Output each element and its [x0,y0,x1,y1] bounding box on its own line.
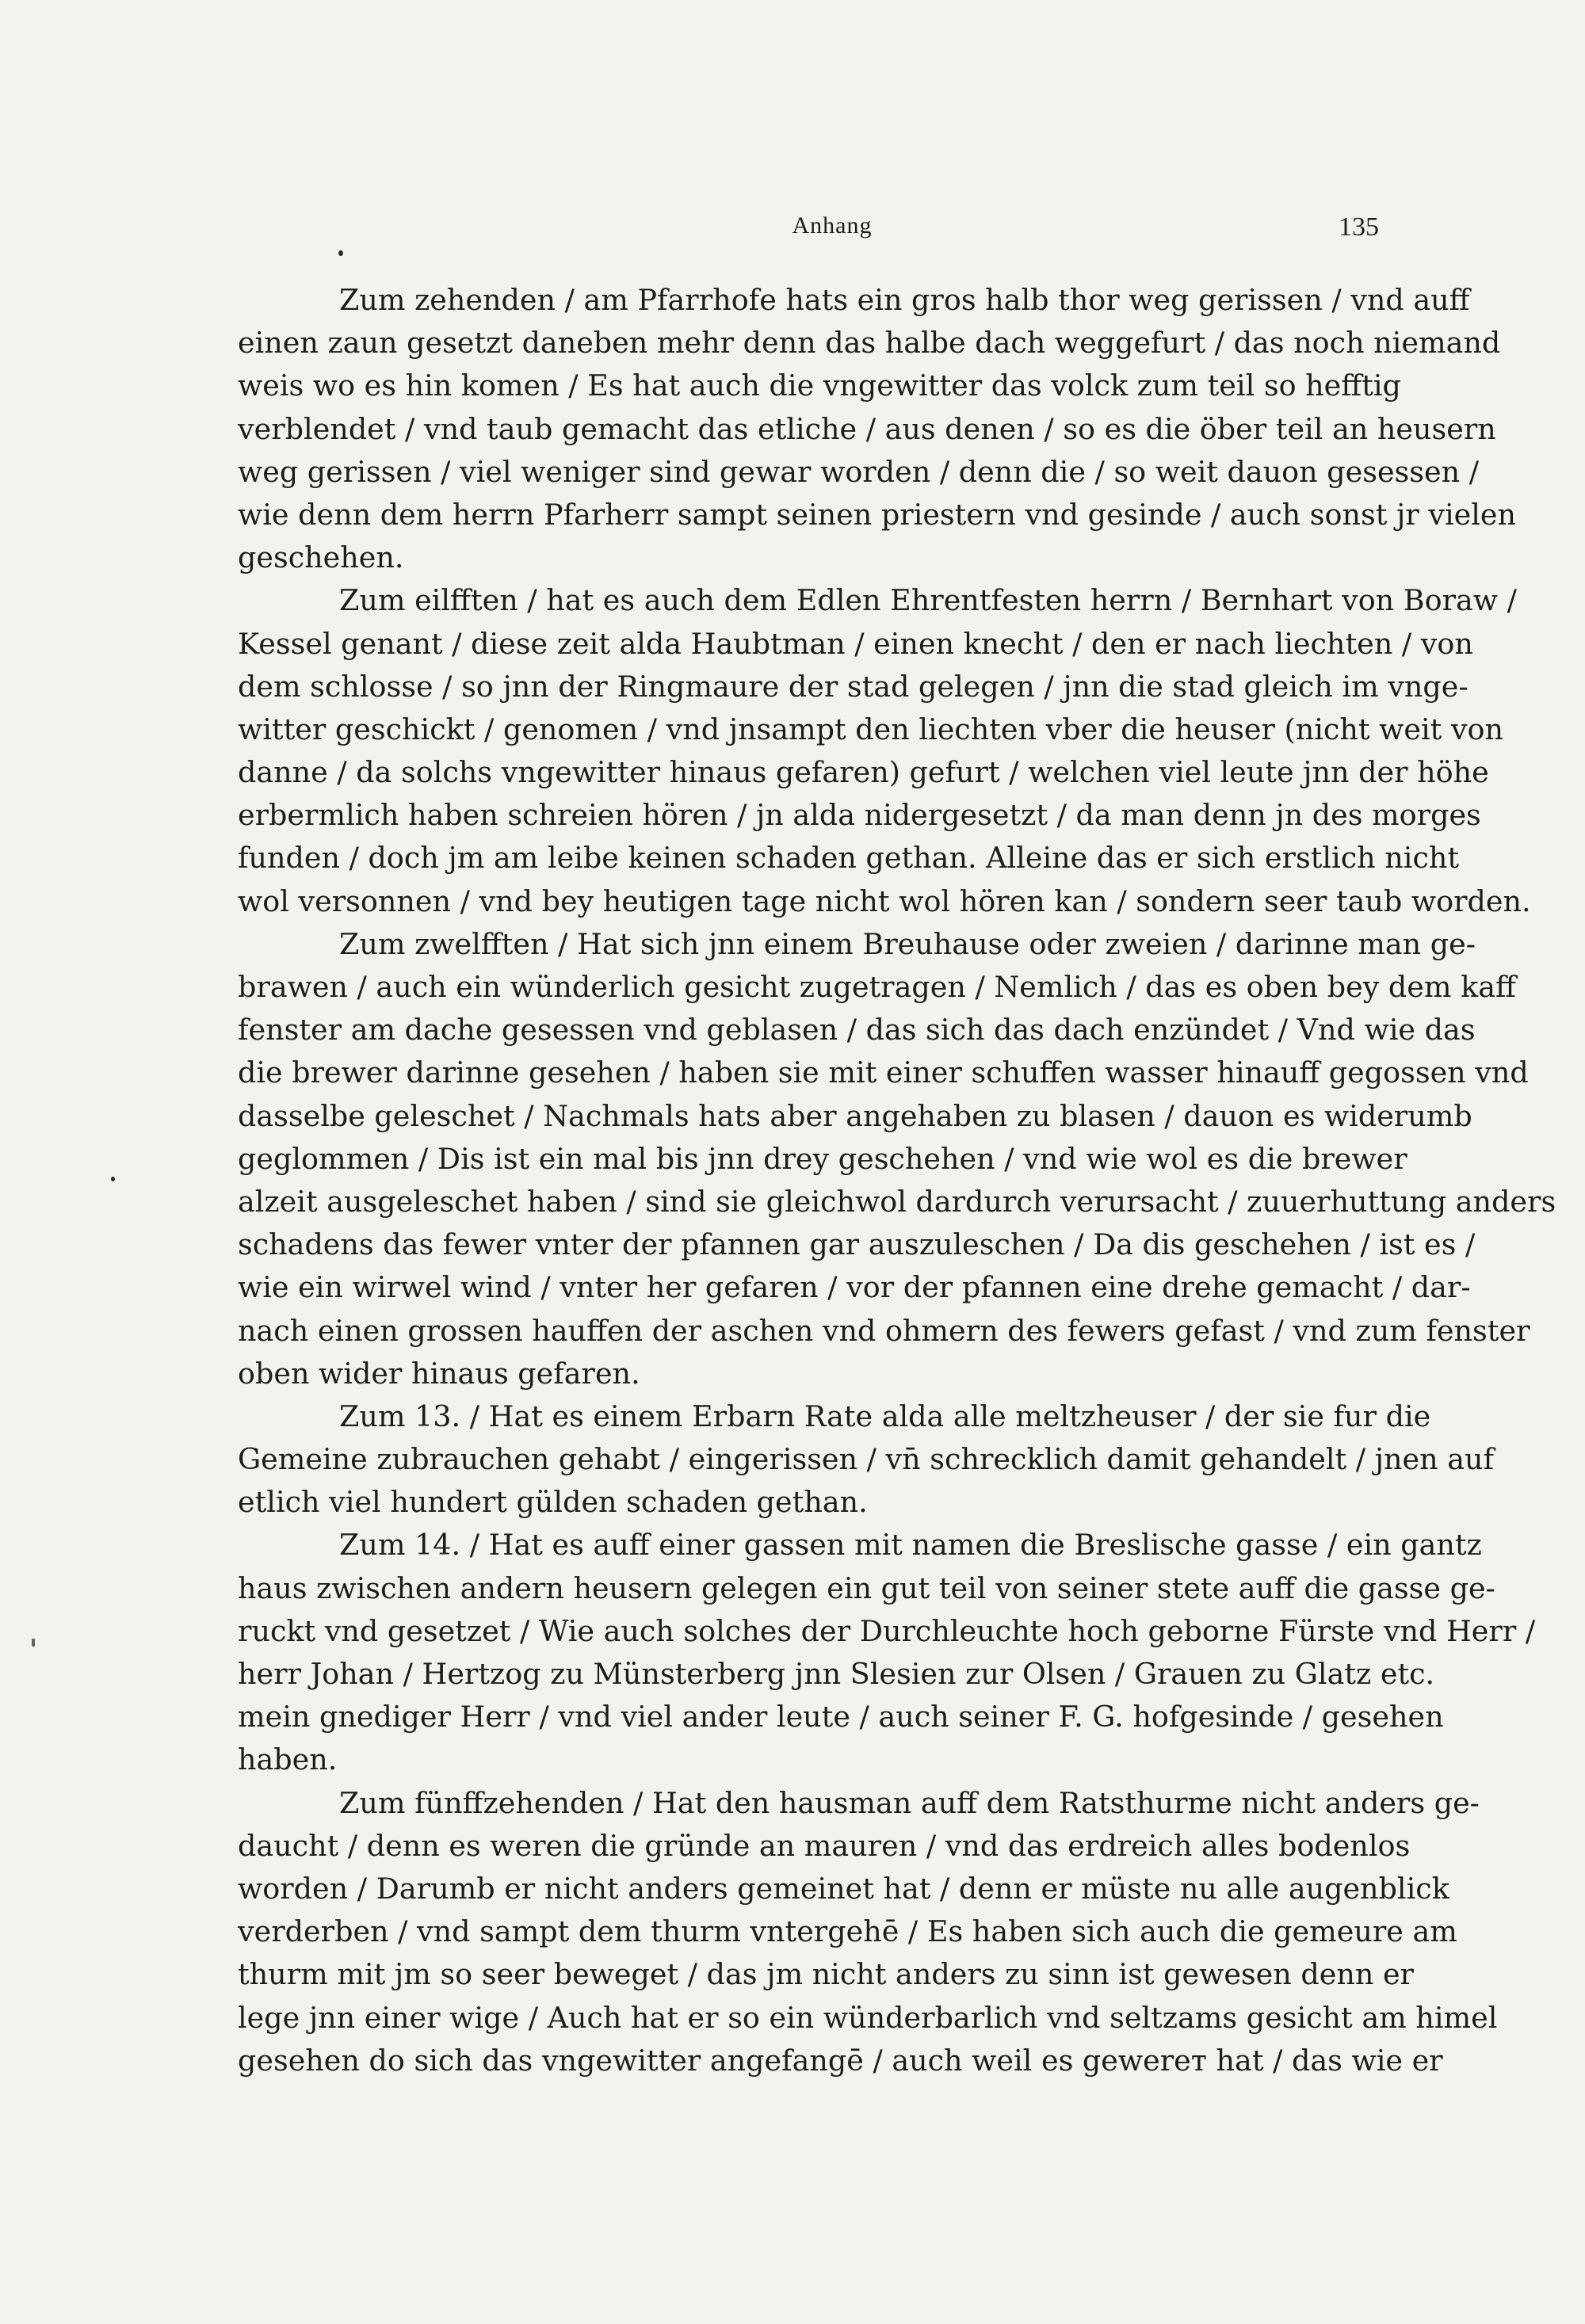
ink-speck [32,1639,35,1647]
text-line: Zum zehenden / am Pfarrhofe hats ein gros halb thor weg gerissen / vnd auff [339,283,1470,317]
text-line: worden / Darumb er nicht anders gemeinet hat / denn er müste nu alle augenblick [238,1871,1449,1906]
text-line: dem schlosse / so jnn der Ringmaure der stad gelegen / jnn die stad gleich im vnge- [238,669,1469,704]
text-line: Zum 13. / Hat es einem Erbarn Rate alda alle meltzheuser / der sie fur die [339,1399,1431,1433]
text-line: verblendet / vnd taub gemacht das etliche / aus denen / so es die öber teil an heusern [238,411,1496,446]
text-line: die brewer darinne gesehen / haben sie mit einer schuffen wasser hinauff gegossen vnd [238,1055,1529,1090]
text-line: einen zaun gesetzt daneben mehr denn das halbe dach weggefurt / das noch niemand [238,326,1501,361]
text-line: schadens das fewer vnter der pfannen gar auszuleschen / Da dis geschehen / ist es / [238,1227,1476,1262]
text-line: Zum zwelfften / Hat sich jnn einem Breuhause oder zweien / darinne man ge- [339,926,1476,961]
running-title: Anhang [792,212,873,239]
ink-speck [338,250,343,256]
text-line: danne / da solchs vngewitter hinaus gefaren) gefurt / welchen viel leute jnn der höhe [238,755,1489,790]
text-line: wie denn dem herrn Pfarherr sampt seinen priestern vnd gesinde / auch sonst jr vielen [238,497,1517,532]
page-number: 135 [1339,212,1379,242]
text-line: dasselbe geleschet / Nachmals hats aber angehaben zu blasen / dauon es widerumb [238,1098,1472,1133]
text-line: funden / doch jm am leibe keinen schaden gethan. Alleine das er sich erstlich nicht [238,841,1460,876]
text-line: herr Johan / Hertzog zu Münsterberg jnn Slesien zur Olsen / Grauen zu Glatz etc. [238,1657,1435,1691]
text-line: wie ein wirwel wind / vnter her gefaren / vor der pfannen eine drehe gemacht / dar- [238,1270,1471,1305]
text-line: verderben / vnd sampt dem thurm vntergehē / Es haben sich auch die gemeure am [238,1914,1457,1949]
text-line: etlich viel hundert gülden schaden gethan. [238,1485,868,1520]
text-line: haus zwischen andern heusern gelegen ein gut teil von seiner stete auff die gasse ge- [238,1570,1495,1605]
text-line: geglommen / Dis ist ein mal bis jnn drey geschehen / vnd wie wol es die brewer [238,1141,1407,1176]
text-line: alzeit ausgeleschet haben / sind sie gleichwol dardurch verursacht / zuuerhuttung anders [238,1184,1556,1219]
text-line: Zum fünffzehenden / Hat den hausman auff dem Ratsthurme nicht anders ge- [339,1785,1480,1820]
text-line: weis wo es hin komen / Es hat auch die vngewitter das volck zum teil so hefftig [238,368,1401,403]
text-line: fenster am dache gesessen vnd geblasen / das sich das dach enzündet / Vnd wie das [238,1013,1476,1048]
text-line: weg gerissen / viel weniger sind gewar worden / denn die / so weit dauon gesessen / [238,454,1480,489]
body-text [238,279,1556,2082]
text-line: haben. [238,1742,338,1777]
text-line: ruckt vnd gesetzet / Wie auch solches der Durchleuchte hoch geborne Fürste vnd Herr / [238,1613,1536,1648]
text-line: Gemeine zubrauchen gehabt / eingerissen / vn̄ schrecklich damit gehandelt / jnen auf [238,1442,1495,1477]
running-header [238,212,1379,252]
text-line: Kessel genant / diese zeit alda Haubtman / einen knecht / den er nach liechten / von [238,626,1473,661]
text-line: nach einen grossen hauffen der aschen vnd ohmern des fewers gefast / vnd zum fenster [238,1313,1530,1348]
text-line: wol versonnen / vnd bey heutigen tage nicht wol hören kan / sondern seer taub worden. [238,883,1531,918]
text-line: oben wider hinaus gefaren. [238,1356,640,1391]
text-line: brawen / auch ein wünderlich gesicht zugetragen / Nemlich / das es oben bey dem kaff [238,970,1516,1004]
text-line: thurm mit jm so seer beweget / das jm nicht anders zu sinn ist gewesen denn er [238,1957,1414,1992]
text-line: erbermlich haben schreien hören / jn alda nidergesetzt / da man denn jn des morges [238,798,1481,833]
text-line: gesehen do sich das vngewitter angefangē / auch weil es gewerет hat / das wie er [238,2043,1443,2078]
text-line: daucht / denn es weren die gründe an mauren / vnd das erdreich alles bodenlos [238,1828,1411,1863]
text-line: lege jnn einer wige / Auch hat er so ein wünderbarlich vnd seltzams gesicht am himel [238,2000,1498,2035]
text-line: mein gnediger Herr / vnd viel ander leute / auch seiner F. G. hofgesinde / gesehen [238,1700,1444,1734]
text-line: Zum 14. / Hat es auff einer gassen mit namen die Breslische gasse / ein gantz [339,1528,1482,1563]
text-line: Zum eilfften / hat es auch dem Edlen Ehrentfesten herrn / Bernhart von Boraw / [339,583,1517,618]
text-line: witter geschickt / genomen / vnd jnsampt den liechten vber die heuser (nicht weit von [238,712,1504,746]
ink-speck [111,1177,115,1181]
text-line: geschehen. [238,540,404,575]
